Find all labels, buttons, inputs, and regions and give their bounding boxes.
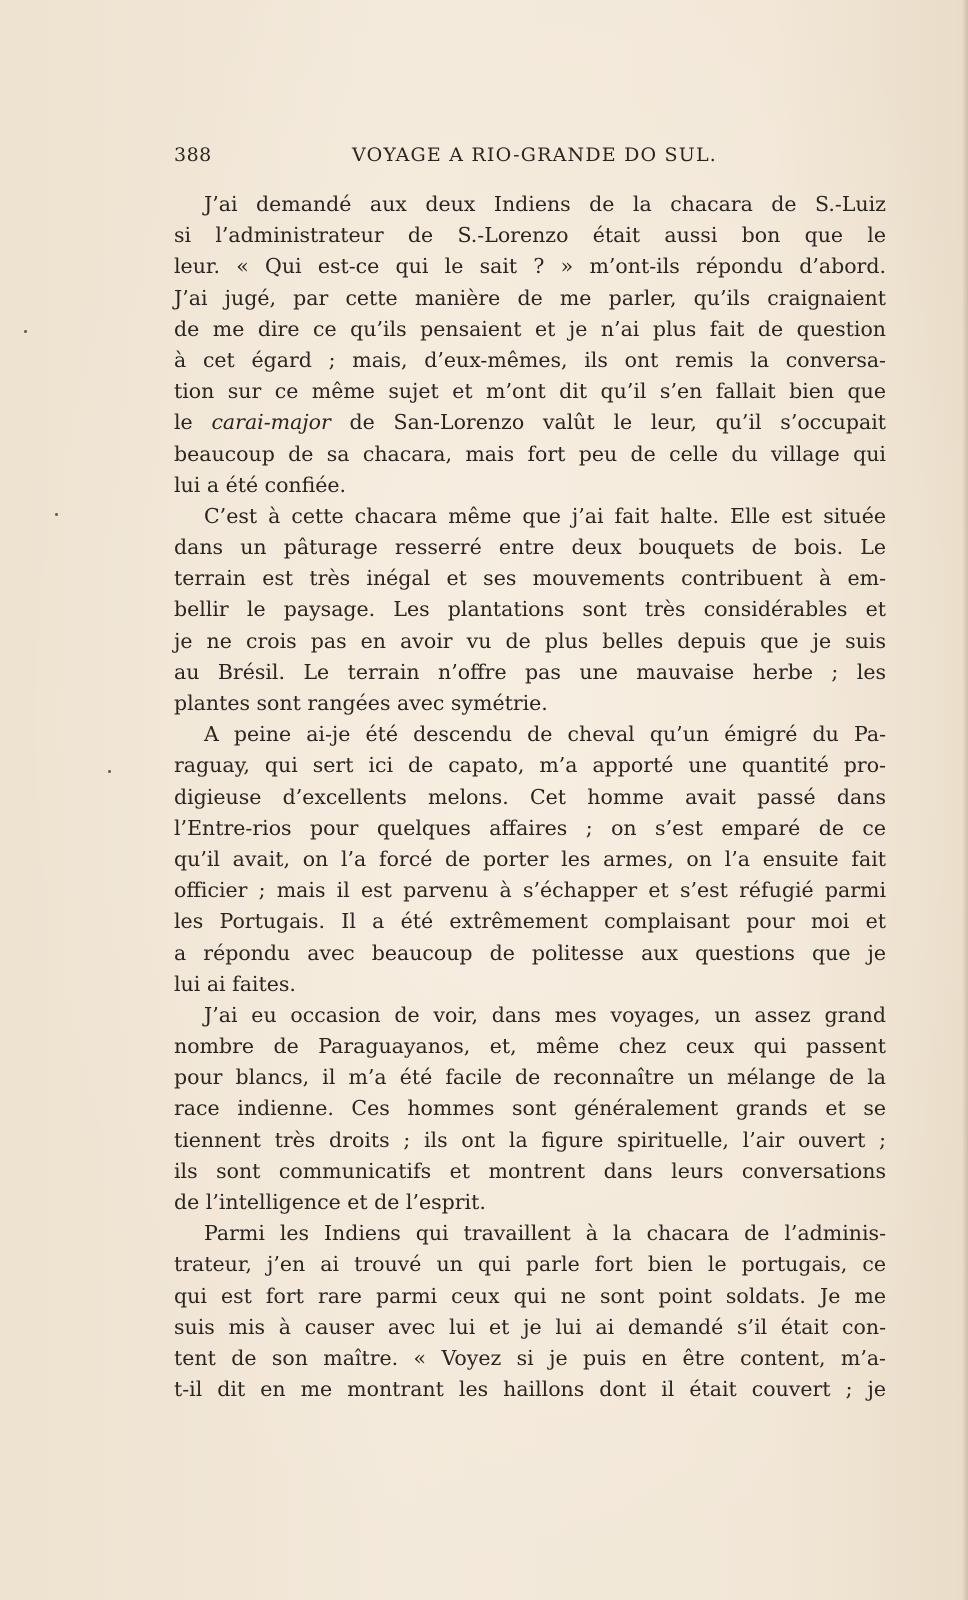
paper-speck bbox=[24, 330, 27, 333]
text-line: l’Entre-rios pour quelques affaires ; on s’est emparé de ce bbox=[174, 815, 886, 840]
text-line: pour blancs, il m’a été facile de reconnaître un mélange de la bbox=[174, 1065, 886, 1090]
italic-term: carai-major bbox=[211, 410, 331, 435]
text-line: J’ai demandé aux deux Indiens de la chacara de S.-Luiz bbox=[204, 192, 886, 216]
text-line: si l’administrateur de S.-Lorenzo était aussi bon que le bbox=[174, 223, 886, 248]
text-line: je ne crois pas en avoir vu de plus belles depuis que je suis bbox=[174, 628, 886, 653]
paper-speck bbox=[55, 513, 58, 516]
text-line: qui est fort rare parmi ceux qui ne sont point soldats. Je me bbox=[174, 1283, 886, 1308]
text-line: t-il dit en me montrant les haillons dont il était couvert ; je bbox=[174, 1377, 886, 1402]
running-header bbox=[174, 144, 718, 168]
text-line: qu’il avait, on l’a forcé de porter les armes, on l’a ensuite fait bbox=[174, 846, 886, 871]
body-text bbox=[174, 189, 886, 1405]
text-line: tent de son maître. « Voyez si je puis en être content, m’a- bbox=[174, 1345, 886, 1370]
paper-speck bbox=[108, 770, 111, 773]
text-line: nombre de Paraguayanos, et, même chez ceux qui passent bbox=[174, 1034, 886, 1059]
text-line: officier ; mais il est parvenu à s’échapper et s’est réfugié parmi bbox=[174, 878, 886, 903]
text-line: lui a été confiée. bbox=[174, 472, 347, 497]
text-line: à cet égard ; mais, d’eux-mêmes, ils ont remis la conversa- bbox=[174, 347, 886, 372]
text-line: dans un pâturage resserré entre deux bouquets de bois. Le bbox=[174, 535, 886, 560]
text-line: J’ai jugé, par cette manière de me parler, qu’ils craignaient bbox=[174, 285, 886, 310]
text-line: de me dire ce qu’ils pensaient et je n’ai plus fait de question bbox=[174, 316, 886, 341]
text-line: tion sur ce même sujet et m’ont dit qu’il s’en fallait bien que bbox=[174, 379, 886, 404]
text-line: terrain est très inégal et ses mouvements contribuent à em- bbox=[174, 566, 886, 591]
text-line: trateur, j’en ai trouvé un qui parle fort bien le portugais, ce bbox=[174, 1252, 886, 1277]
text-line: suis mis à causer avec lui et je lui ai demandé s’il était con- bbox=[174, 1314, 886, 1339]
text-segment: de San-Lorenzo valût le leur, qu’il s’occupait bbox=[330, 410, 886, 435]
text-line: a répondu avec beaucoup de politesse aux questions que je bbox=[174, 940, 886, 965]
text-line: A peine ai-je été descendu de cheval qu’un émigré du Pa- bbox=[204, 722, 886, 747]
text-line: race indienne. Ces hommes sont généralement grands et se bbox=[174, 1096, 886, 1121]
text-line: leur. « Qui est-ce qui le sait ? » m’ont-ils répondu d’abord. bbox=[174, 254, 886, 279]
text-line: digieuse d’excellents melons. Cet homme avait passé dans bbox=[174, 784, 886, 809]
running-title: VOYAGE A RIO-GRANDE DO SUL. bbox=[352, 144, 718, 166]
text-line: bellir le paysage. Les plantations sont très considérables et bbox=[174, 597, 886, 622]
text-line: C’est à cette chacara même que j’ai fait halte. Elle est située bbox=[204, 503, 886, 528]
text-line: Parmi les Indiens qui travaillent à la chacara de l’adminis- bbox=[204, 1221, 886, 1246]
text-line: tiennent très droits ; ils ont la figure spirituelle, l’air ouvert ; bbox=[174, 1127, 886, 1152]
page-edge-shadow bbox=[962, 0, 968, 1600]
text-line: plantes sont rangées avec symétrie. bbox=[174, 691, 548, 715]
text-line: J’ai eu occasion de voir, dans mes voyages, un assez grand bbox=[204, 1002, 886, 1027]
text-line: raguay, qui sert ici de capato, m’a apporté une quantité pro- bbox=[174, 753, 886, 778]
text-line: de l’intelligence et de l’esprit. bbox=[174, 1190, 486, 1214]
text-line: ils sont communicatifs et montrent dans leurs conversations bbox=[174, 1158, 886, 1183]
text-line: beaucoup de sa chacara, mais fort peu de celle du village qui bbox=[174, 441, 886, 466]
page-number: 388 bbox=[174, 144, 212, 166]
text-line-with-italic bbox=[174, 407, 886, 438]
text-line: au Brésil. Le terrain n’offre pas une mauvaise herbe ; les bbox=[174, 659, 886, 684]
text-line: les Portugais. Il a été extrêmement complaisant pour moi et bbox=[174, 909, 886, 934]
text-segment: le bbox=[174, 410, 212, 435]
text-line: lui ai faites. bbox=[174, 971, 296, 996]
